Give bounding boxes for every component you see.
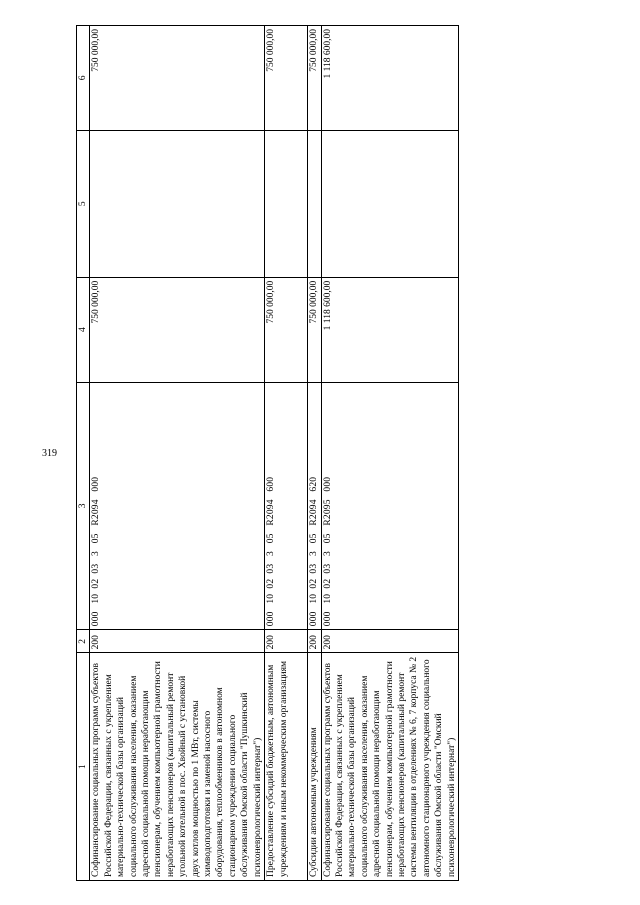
row-amount-col6: 750 000,00 <box>308 26 321 131</box>
table-row <box>308 26 321 881</box>
page-number: 319 <box>42 448 57 459</box>
row-admin-code: 200 <box>265 630 308 653</box>
table-row <box>321 26 458 881</box>
budget-table <box>76 25 459 881</box>
header-cell: 4 <box>77 277 90 382</box>
row-amount-col5 <box>321 130 458 277</box>
row-name: Предоставление субсидий бюджетным, автономным учреждениям и иным некоммерческим организациям <box>265 653 308 881</box>
row-budget-code: 000 10 02 03 3 05 R2094 620 <box>308 382 321 630</box>
row-name: Софинансирование социальных программ субъектов Российской Федерации, связанных с укреплением материально-технической базы организаций социального обслуживания населения, оказанием адресной социальной помощи неработающим пенсионерам, обучением компьютерной грамотности неработающих пенсионеров (капитальный ремонт угольной котельной в пос. Хвойный с установкой двух котлов мощностью по 1 МВт, системы химводоподготовки и заменой насосного оборудования, теплообменников в автономном стационарном учреждении социального обслуживания Омской области "Пушкинский психоневрологический интернат") <box>90 653 265 881</box>
row-amount-col5 <box>308 130 321 277</box>
row-name: Софинансирование социальных программ субъектов Российской Федерации, связанных с укреплением материально-технической базы организаций социального обслуживания населения, оказанием адресной социальной помощи неработающим пенсионерам, обучением компьютерной грамотности неработающих пенсионеров (капитальный ремонт системы вентиляции в отделениях № 6, 7 корпуса № 2 автономного стационарного учреждения социального обслуживания Омской области "Омский психоневрологический интернат") <box>321 653 458 881</box>
row-amount-col4: 1 118 600,00 <box>321 277 458 382</box>
row-amount-col4: 750 000,00 <box>90 277 265 382</box>
row-budget-code: 000 10 02 03 3 05 R2095 000 <box>321 382 458 630</box>
header-cell: 2 <box>77 630 90 653</box>
row-amount-col4: 750 000,00 <box>265 277 308 382</box>
row-admin-code: 200 <box>90 630 265 653</box>
row-amount-col4: 750 000,00 <box>308 277 321 382</box>
row-budget-code: 000 10 02 03 3 05 R2094 000 <box>90 382 265 630</box>
header-cell: 1 <box>77 653 90 881</box>
table-row <box>265 26 308 881</box>
header-cell: 3 <box>77 382 90 630</box>
row-amount-col6: 750 000,00 <box>90 26 265 131</box>
row-amount-col5 <box>90 130 265 277</box>
budget-table-rotated <box>76 25 457 881</box>
row-admin-code: 200 <box>308 630 321 653</box>
row-amount-col6: 750 000,00 <box>265 26 308 131</box>
table-header-row <box>77 26 90 881</box>
row-name: Субсидии автономным учреждениям <box>308 653 321 881</box>
row-budget-code: 000 10 02 03 3 05 R2094 600 <box>265 382 308 630</box>
row-amount-col6: 1 118 600,00 <box>321 26 458 131</box>
row-amount-col5 <box>265 130 308 277</box>
row-admin-code: 200 <box>321 630 458 653</box>
table-row <box>90 26 265 881</box>
header-cell: 5 <box>77 130 90 277</box>
header-cell: 6 <box>77 26 90 131</box>
